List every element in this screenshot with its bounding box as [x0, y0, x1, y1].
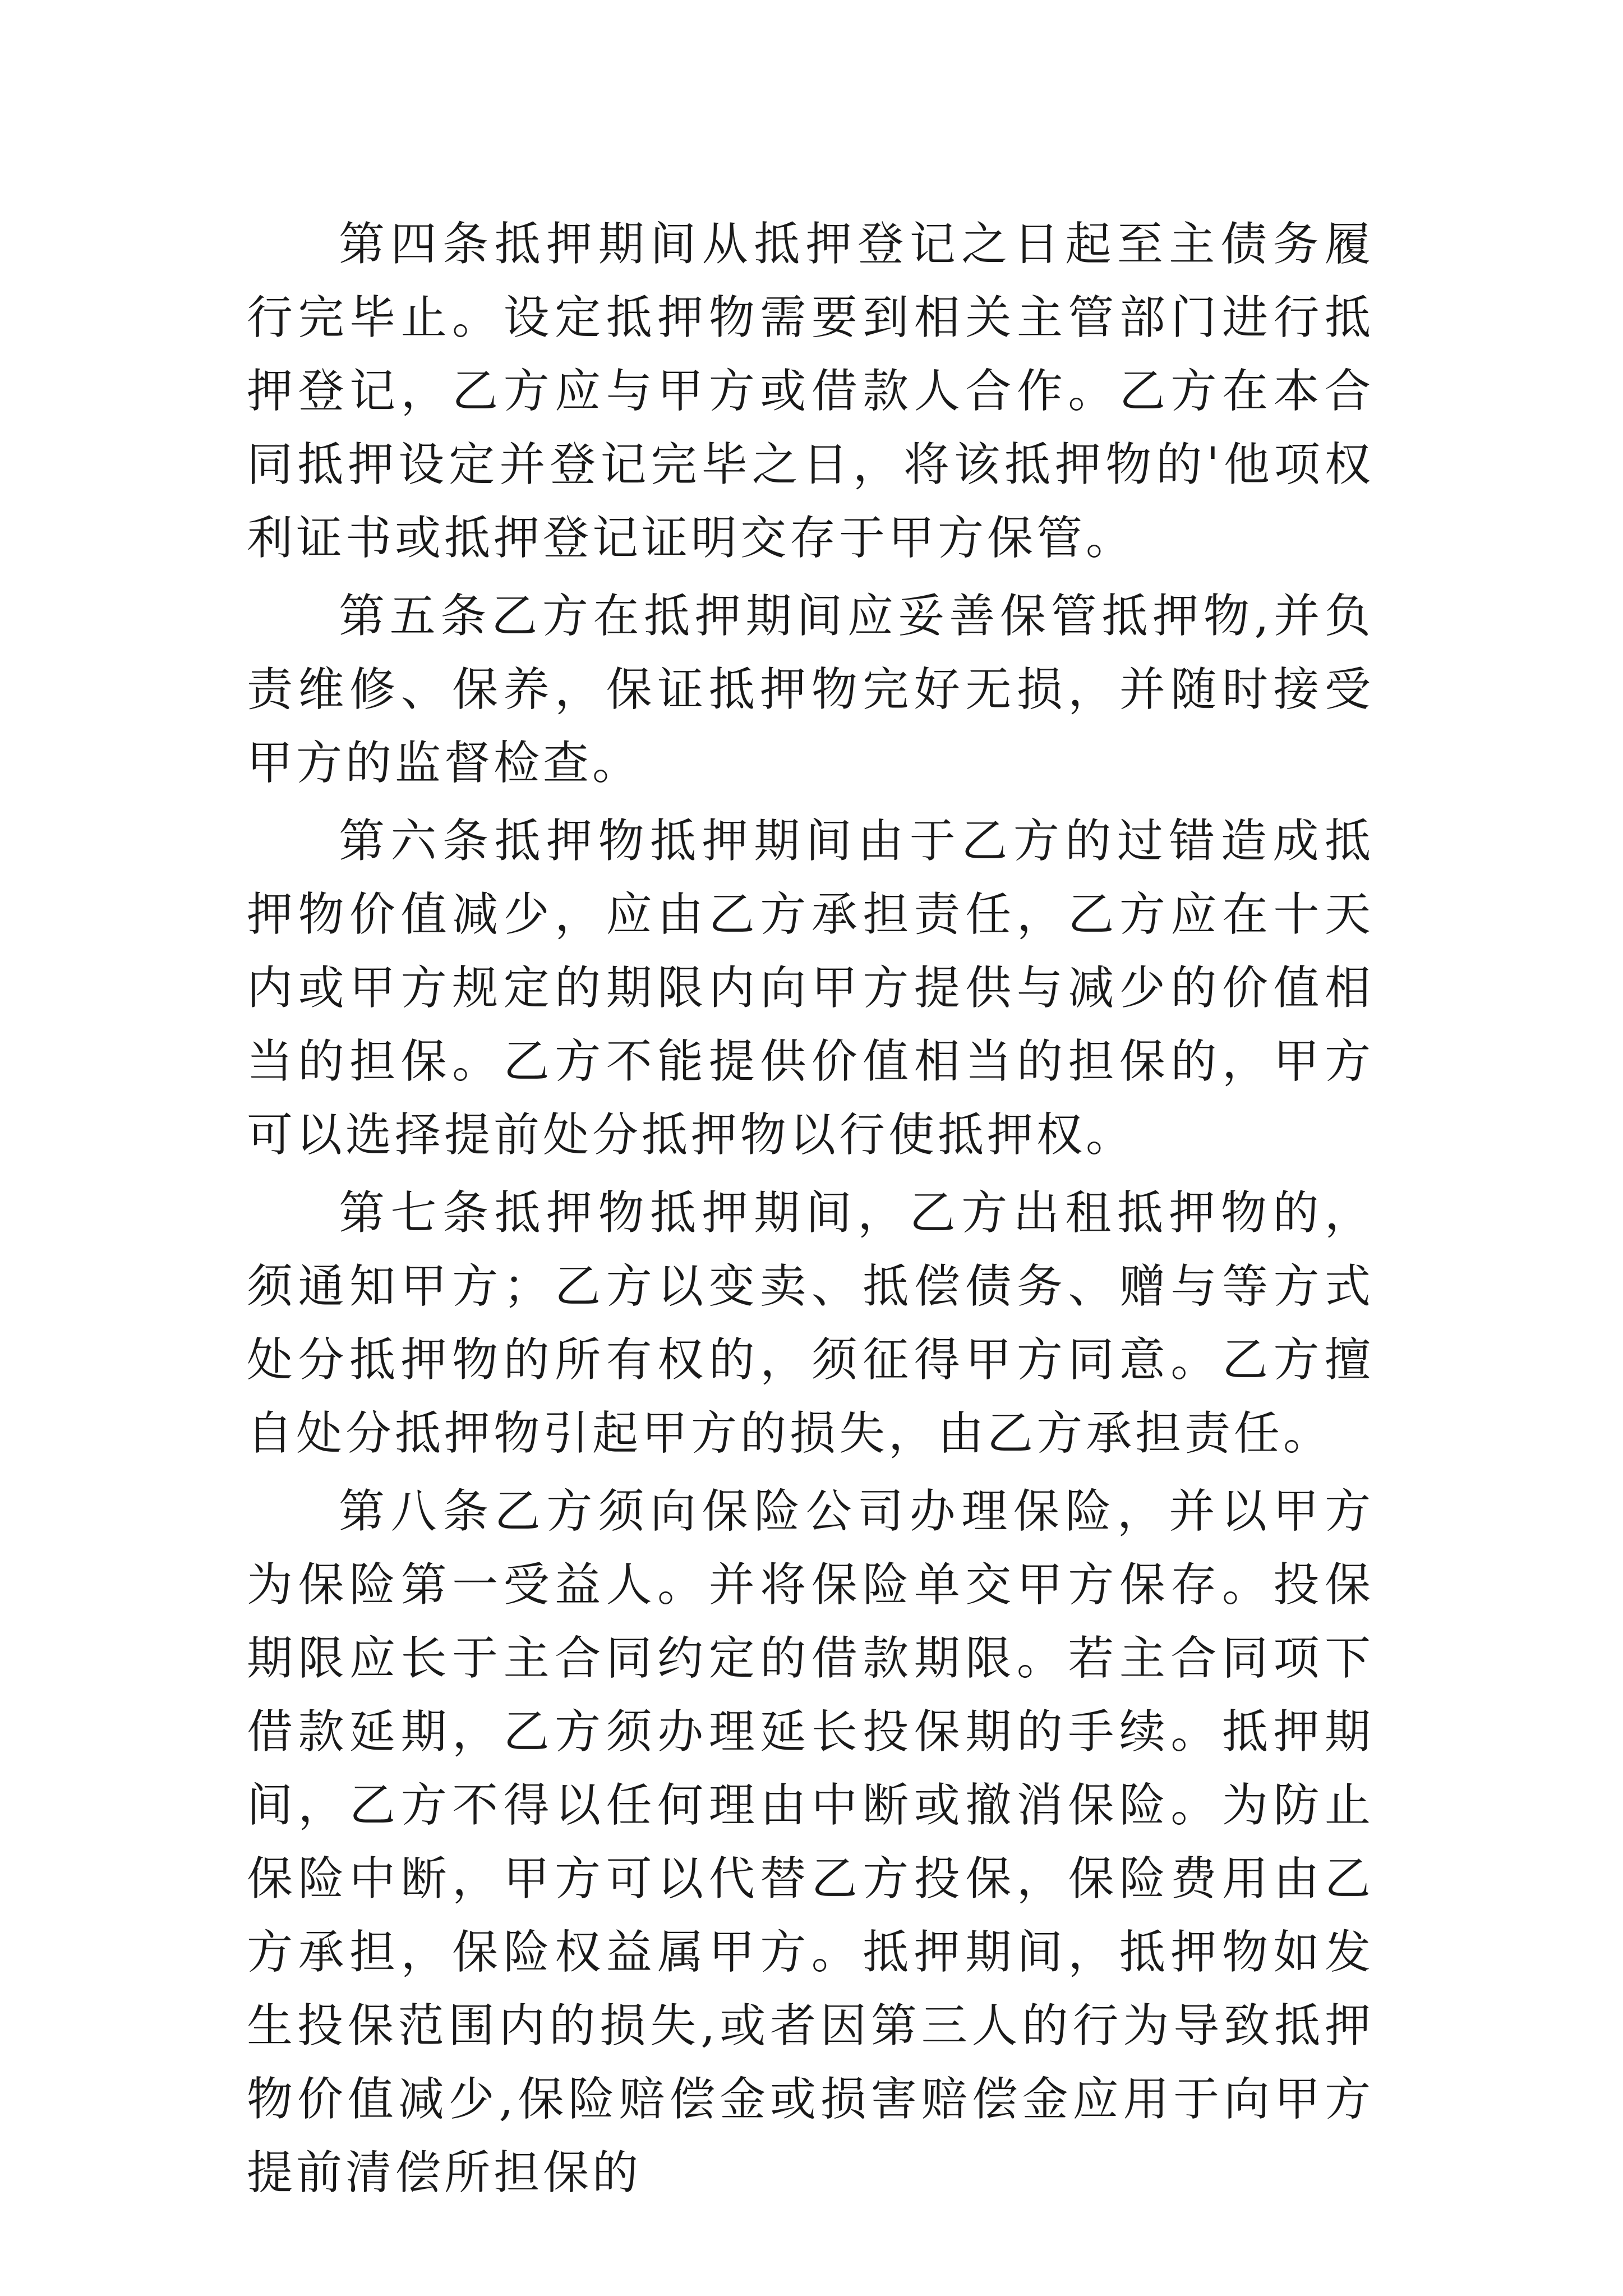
paragraph-article-8: 第八条乙方须向保险公司办理保险，并以甲方为保险第一受益人。并将保险单交甲方保存。投保期限应长于主合同约定的借款期限。若主合同项下借款延期，乙方须办理延长投保期的手续。抵押期间，乙方不得以任何理由中断或撤消保险。为防止保险中断，甲方可以代替乙方投保，保险费用由乙方承担，保险权益属甲方。抵押期间，抵押物如发生投保范围内的损失,或者因第三人的行为导致抵押物价值减少,保险赔偿金或损害赔偿金应用于向甲方提前清偿所担保的 — [247, 1485, 1374, 2200]
paragraph-article-6: 第六条抵押物抵押期间由于乙方的过错造成抵押物价值减少，应由乙方承担责任，乙方应在十天内或甲方规定的期限内向甲方提供与减少的价值相当的担保。乙方不能提供价值相当的担保的，甲方可以选择提前处分抵押物以行使抵押权。 — [247, 815, 1374, 1162]
paragraph-article-5: 第五条乙方在抵押期间应妥善保管抵押物,并负责维修、保养，保证抵押物完好无损，并随时接受甲方的监督检查。 — [247, 590, 1374, 790]
document-body — [247, 208, 1374, 2214]
paragraph-article-4: 第四条抵押期间从抵押登记之日起至主债务履行完毕止。设定抵押物需要到相关主管部门进行抵押登记，乙方应与甲方或借款人合作。乙方在本合同抵押设定并登记完毕之日，将该抵押物的'他项权利证书或抵押登记证明交存于甲方保管。 — [247, 218, 1374, 565]
paragraph-article-7: 第七条抵押物抵押期间，乙方出租抵押物的，须通知甲方；乙方以变卖、抵偿债务、赠与等方式处分抵押物的所有权的，须征得甲方同意。乙方擅自处分抵押物引起甲方的损失，由乙方承担责任。 — [247, 1186, 1374, 1460]
